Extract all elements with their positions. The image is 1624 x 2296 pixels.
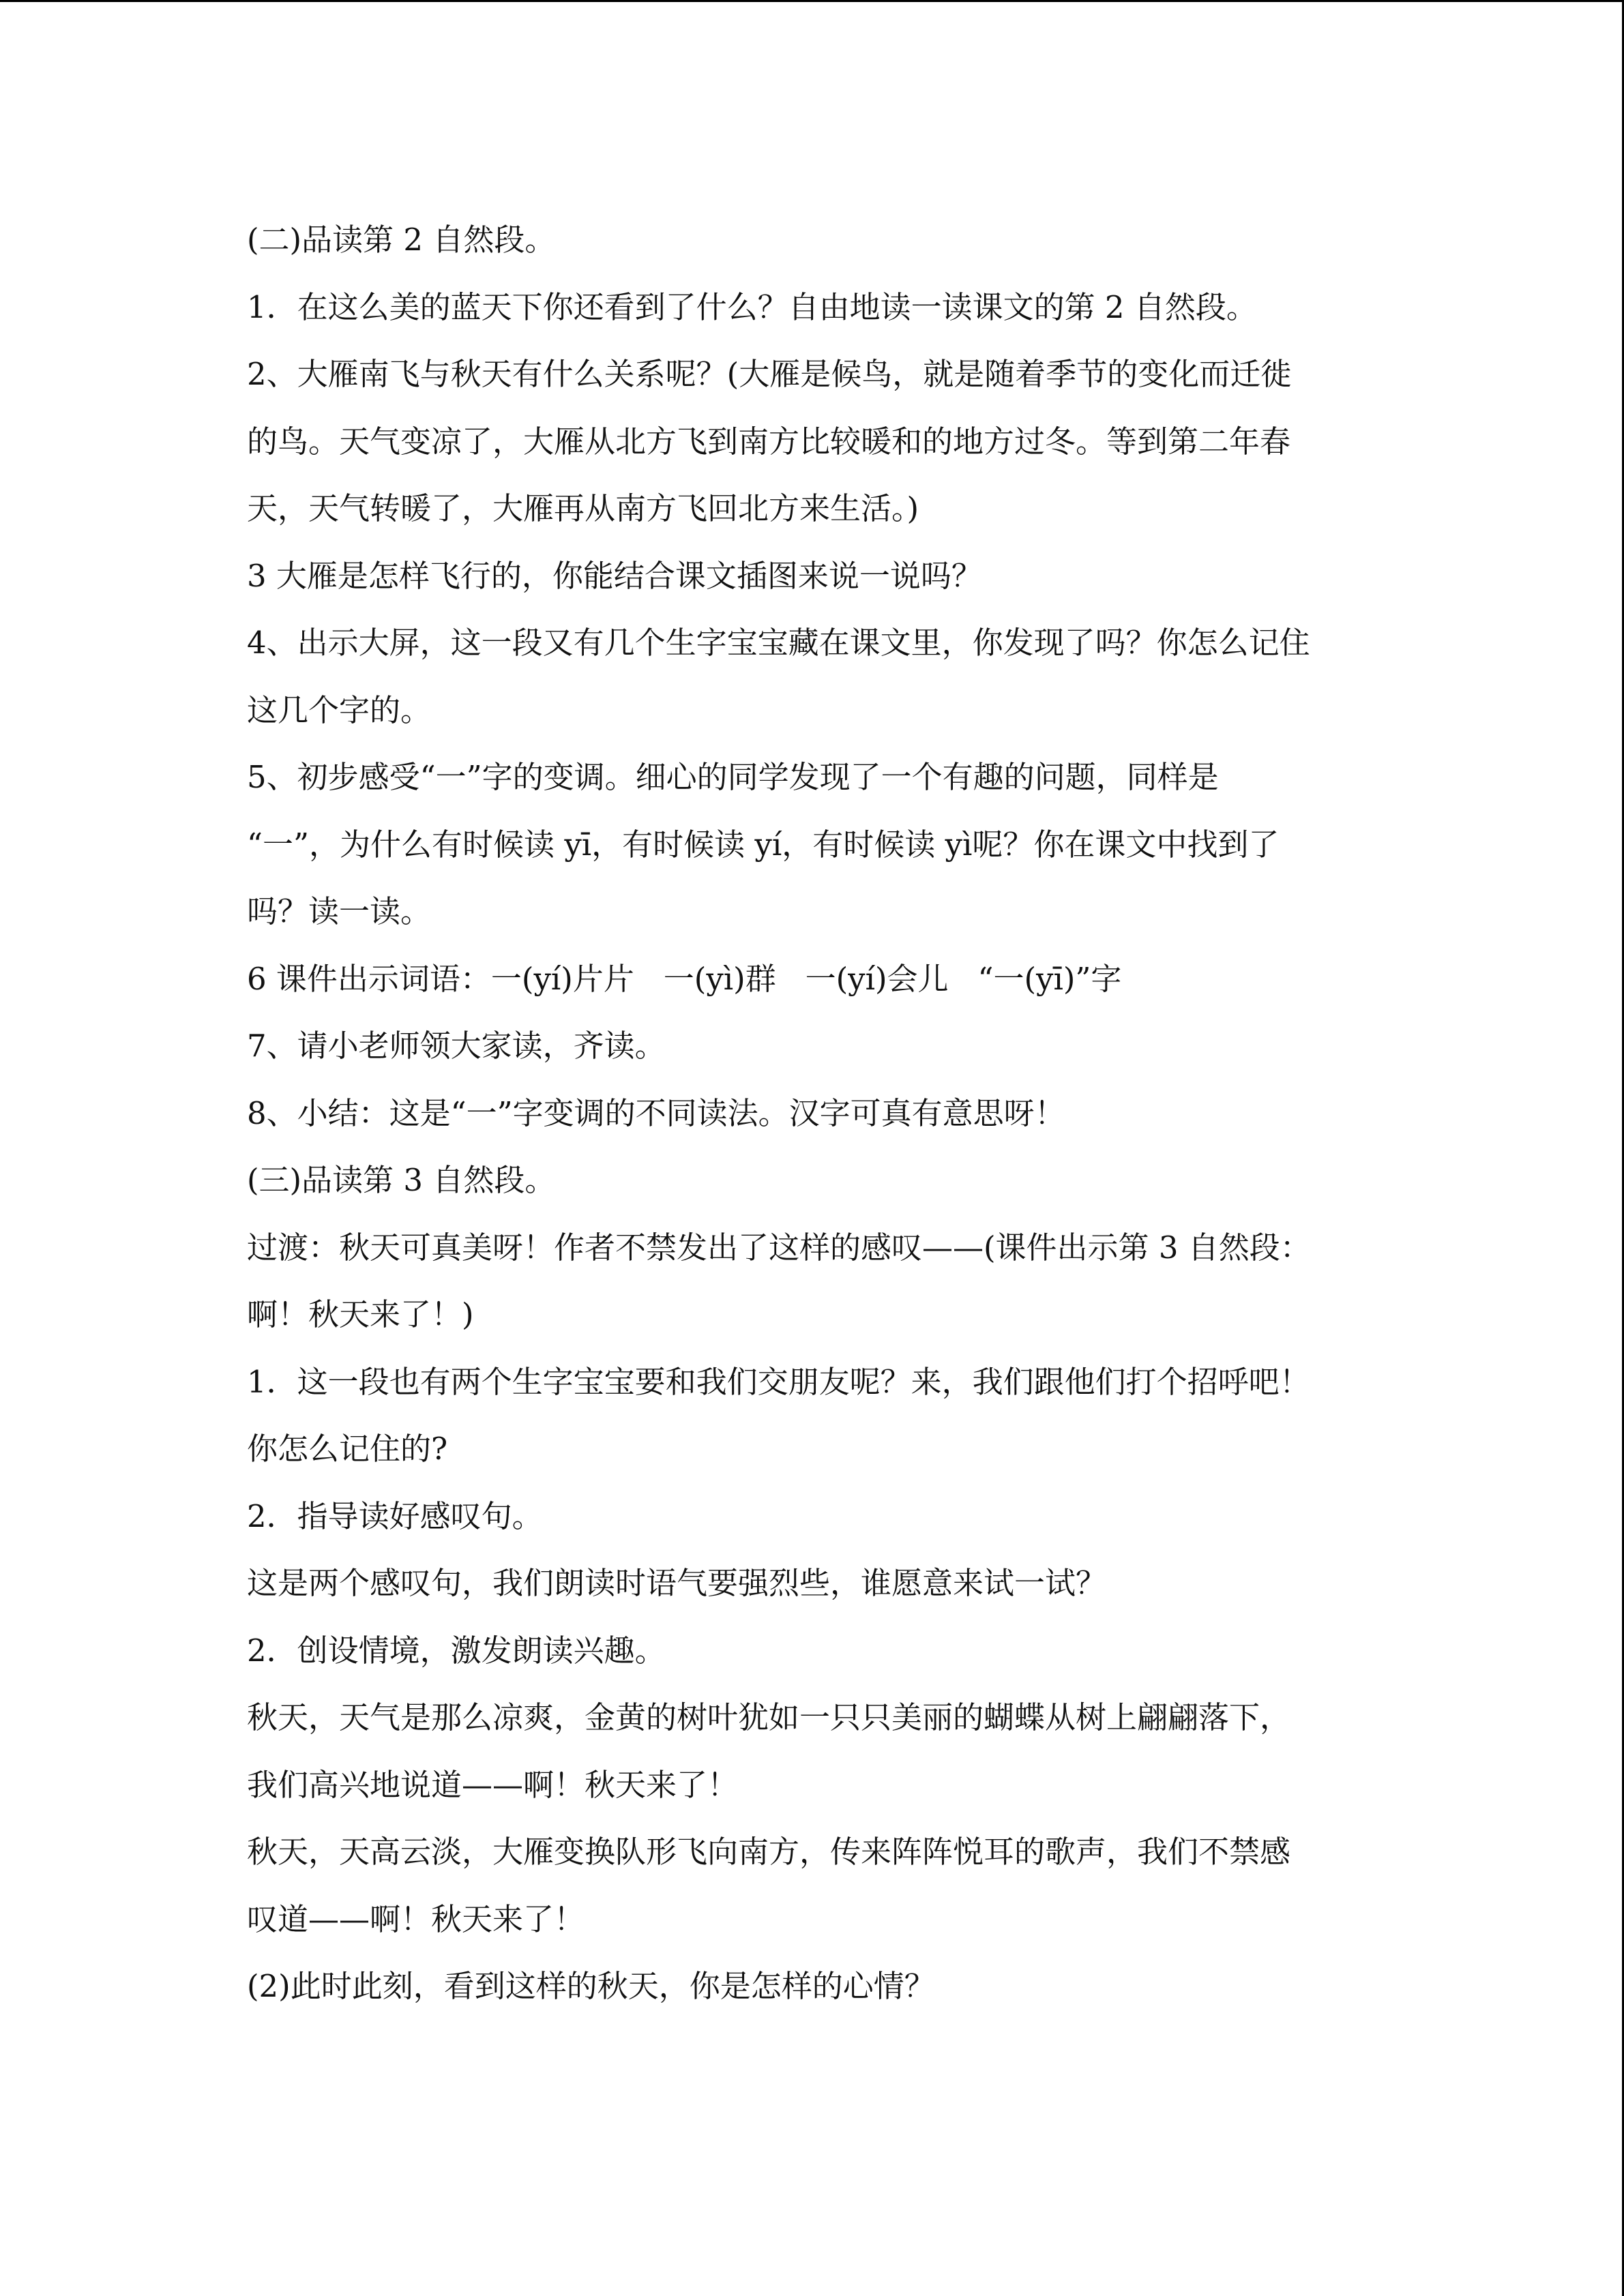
text-line: 过渡：秋天可真美呀！作者不禁发出了这样的感叹——(课件出示第 3 自然段： (247, 1229, 1311, 1266)
text-line: 秋天，天高云淡，大雁变换队形飞向南方，传来阵阵悦耳的歌声，我们不禁感 (247, 1834, 1291, 1870)
text-line: 吗？读一读。 (247, 893, 432, 929)
text-line: 你怎么记住的? (247, 1431, 448, 1467)
text-line: 2．创设情境，激发朗读兴趣。 (247, 1632, 666, 1669)
text-line: (2)此时此刻，看到这样的秋天，你是怎样的心情？ (247, 1968, 935, 2004)
text-line: 1．在这么美的蓝天下你还看到了什么？自由地读一读课文的第 2 自然段。 (247, 288, 1257, 325)
text-line: “一”，为什么有时候读 yī，有时候读 yí，有时候读 yì呢？你在课文中找到了 (247, 826, 1280, 863)
text-line: 2、大雁南飞与秋天有什么关系呢？(大雁是候鸟，就是随着季节的变化而迁徙 (247, 356, 1292, 392)
text-line: 3 大雁是怎样飞行的，你能结合课文插图来说一说吗？ (247, 557, 982, 594)
text-line: 的鸟。天气变凉了，大雁从北方飞到南方比较暖和的地方过冬。等到第二年春 (247, 423, 1291, 460)
text-line: 这是两个感叹句，我们朗读时语气要强烈些，谁愿意来试一试？ (247, 1565, 1107, 1601)
text-line: 天，天气转暖了，大雁再从南方飞回北方来生活。) (247, 490, 919, 526)
text-line: 秋天，天气是那么凉爽，金黄的树叶犹如一只只美丽的蝴蝶从树上翩翩落下， (247, 1699, 1291, 1735)
text-line: 4、出示大屏，这一段又有几个生字宝宝藏在课文里，你发现了吗？你怎么记住 (247, 625, 1310, 661)
text-line: 7、请小老师领大家读，齐读。 (247, 1028, 666, 1064)
text-line: (三)品读第 3 自然段。 (247, 1162, 556, 1198)
text-line: (二)品读第 2 自然段。 (247, 222, 556, 258)
text-line: 啊！秋天来了！) (247, 1296, 474, 1332)
text-line: 2．指导读好感叹句。 (247, 1497, 543, 1534)
text-line: 我们高兴地说道——啊！秋天来了！ (247, 1766, 739, 1803)
text-line: 5、初步感受“一”字的变调。细心的同学发现了一个有趣的问题，同样是 (247, 759, 1219, 795)
text-line: 1．这一段也有两个生字宝宝要和我们交朋友呢？来，我们跟他们打个招呼吧！ (247, 1363, 1310, 1400)
text-line: 叹道——啊！秋天来了！ (247, 1900, 585, 1937)
text-line: 这几个字的。 (247, 691, 432, 728)
text-line: 8、小结：这是“一”字变调的不同读法。汉字可真有意思呀！ (247, 1094, 1065, 1131)
document-body (247, 207, 1393, 2021)
text-line: 6 课件出示词语：一(yí)片片 一(yì)群 一(yí)会儿 “一(yī)”字 (247, 960, 1122, 997)
